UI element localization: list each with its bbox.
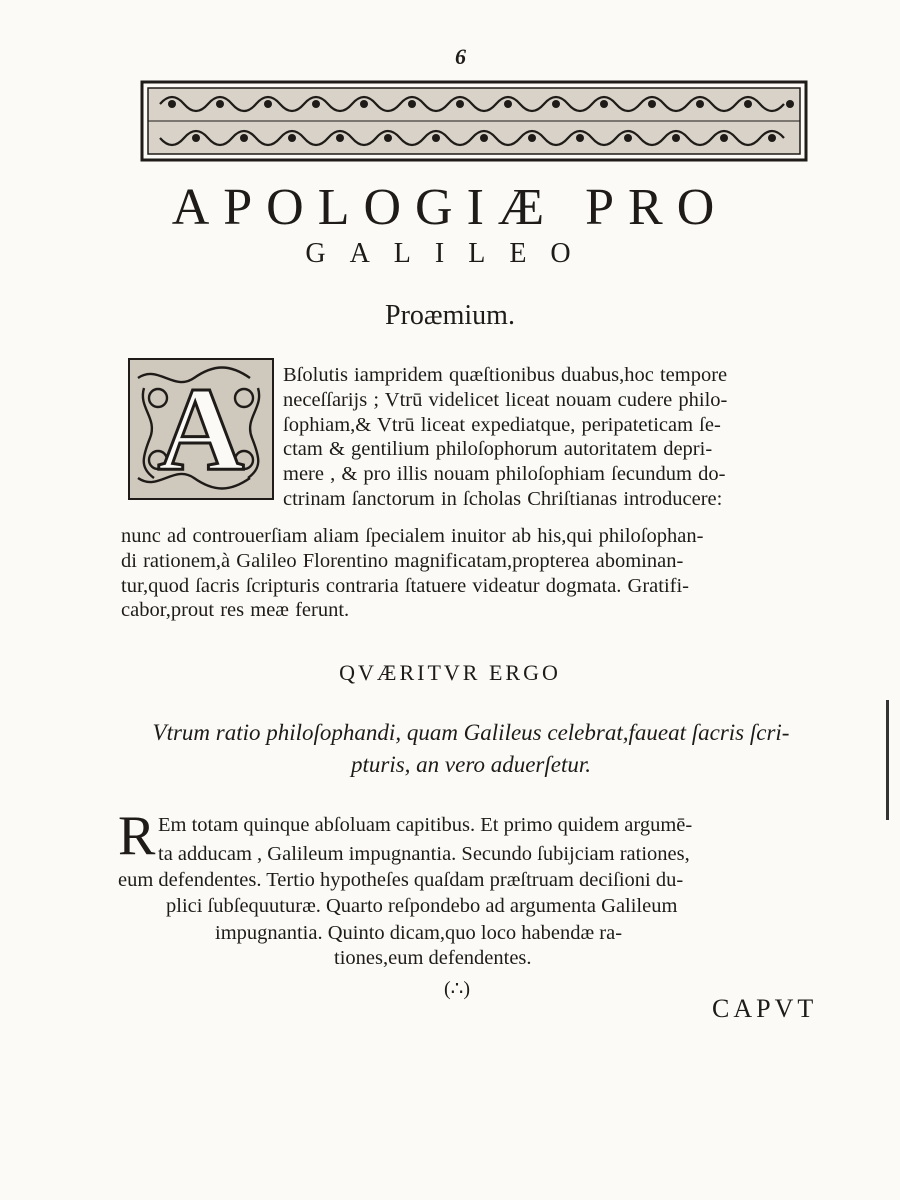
- text-line: ctrinam ſanctorum in ſcholas Chriſtianas introducere:: [283, 487, 723, 510]
- text-line: tiones,eum defendentes.: [334, 947, 532, 969]
- quaeritur-heading: QVÆRITVR ERGO: [339, 660, 561, 685]
- catchword: CAPVT: [712, 994, 818, 1023]
- intro-paragraph-beside-initial: [283, 363, 823, 512]
- text-line: neceſſarijs ; Vtrū videlicet liceat nouam cudere philo-: [283, 388, 728, 411]
- intro-paragraph-continuation: [121, 524, 821, 623]
- text-line: nunc ad controuerſiam aliam ſpecialem inuitor ab his,qui philoſophan-: [121, 525, 704, 547]
- text-line: tur,quod ſacris ſcripturis contraria ſtatuere videatur dogmata. Gratifi-: [121, 574, 690, 597]
- question-statement: [120, 717, 822, 781]
- text-line: ſophiam,& Vtrū liceat expediatque, peripateticam ſe-: [283, 413, 721, 436]
- page-subtitle: GALILEO: [305, 238, 595, 269]
- text-line: cabor,prout res meæ ferunt.: [121, 599, 350, 622]
- text-line: mere , & pro illis nouam philoſophiam ſecundum do-: [283, 463, 726, 486]
- decorated-initial: [128, 358, 274, 500]
- text-line: plici ſubſequuturæ. Quarto reſpondebo ad argumenta Galileum: [166, 895, 678, 917]
- text-line: Vtrum ratio philoſophandi, quam Galileus celebrat,faueat ſacris ſcri-: [152, 720, 790, 745]
- text-line: pturis, an vero aduerſetur.: [351, 752, 591, 777]
- page-edge-mark: [886, 700, 889, 820]
- page-number: 6: [455, 44, 466, 69]
- text-line: di rationem,à Galileo Florentino magnificatam,propterea abominan-: [121, 549, 684, 572]
- text-line: ctam & gentilium philoſophorum autoritatem depri-: [283, 438, 713, 461]
- large-initial-r: R: [118, 805, 156, 867]
- drop-cap-letter: A: [157, 362, 245, 495]
- signature-mark: (∴): [444, 978, 471, 1000]
- text-line: Em totam quinque abſoluam capitibus. Et primo quidem argumē-: [158, 814, 693, 836]
- text-line: Bſolutis iampridem quæſtionibus duabus,hoc tempore: [283, 364, 728, 386]
- ornamental-headpiece: [140, 80, 808, 162]
- section-heading: Proæmium.: [385, 300, 515, 331]
- text-line: ta adducam , Galileum impugnantia. Secundo ſubijciam rationes,: [158, 843, 690, 865]
- text-line: eum defendentes. Tertio hypotheſes quaſdam præſtruam deciſioni du-: [118, 869, 684, 891]
- text-line: impugnantia. Quinto dicam,quo loco habendæ ra-: [215, 922, 623, 944]
- page-title: APOLOGIÆ PRO: [171, 179, 729, 236]
